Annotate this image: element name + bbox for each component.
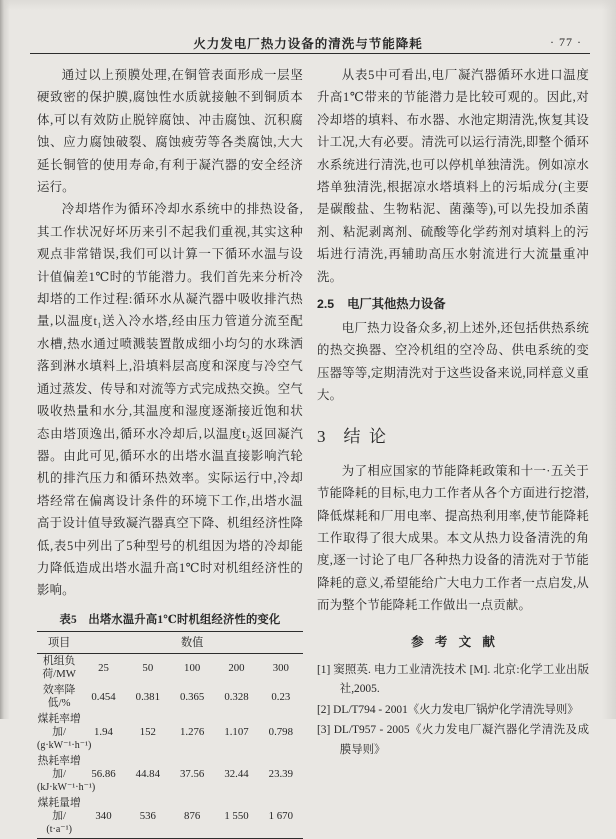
table-cell: 0.381 (135, 690, 160, 703)
table-cell: 23.39 (268, 768, 293, 781)
table-row (37, 712, 303, 754)
table-5 (37, 631, 303, 839)
row-label: 煤耗率增加/ (g·kW⁻¹·h⁻¹) (37, 713, 92, 752)
scan-edge-top (0, 0, 616, 10)
table-cell: 100 (184, 661, 201, 674)
reference-item: [2] DL/T794 - 2001《火力发电厂锅炉化学清洗导则》 (317, 703, 579, 716)
table-cell: 37.56 (180, 768, 205, 781)
page-number: · 77 · (550, 35, 582, 49)
table-cell: 44.84 (135, 768, 160, 781)
table-cell: 152 (139, 726, 156, 739)
table-header-row (37, 631, 303, 653)
row-label: 热耗率增加/ (kJ·kW⁻¹·h⁻¹) (37, 755, 96, 794)
table-cell: 1 670 (268, 810, 293, 823)
table-cell: 25 (98, 661, 109, 674)
scan-edge-left (0, 0, 10, 719)
table-cell: 0.454 (91, 690, 116, 703)
section-heading-2-5 (317, 294, 589, 312)
scan-edge-right (602, 0, 616, 719)
table-row (37, 754, 303, 796)
table-cell: 56.86 (91, 768, 116, 781)
row-label: 效率降低/% (42, 684, 76, 710)
paragraph-other-equipment: 电厂热力设备众多,初上述外,还包括供热系统的热交换器、空冷机组的空冷岛、供电系统的变压器等等,定期清洗对于这些设备来说,同样意义重大。 (317, 321, 589, 403)
running-header-title: 火力发电厂热力设备的清洗与节能降耗 (193, 37, 423, 51)
table-header-value: 数值 (81, 631, 303, 653)
table-cell: 1 550 (224, 810, 249, 823)
references-heading: 参考文献 (411, 634, 507, 649)
table-cell: 1.107 (224, 726, 249, 739)
header-rule (30, 53, 590, 54)
paragraph-cooling-tower: 冷却塔作为循环冷却水系统中的排热设备,其工作状况好坏历来引不起我们重视,其实这种观点非常错误,我们可以计算一下循环水温与设计值偏差1℃时的节能潜力。我们首先来分析冷却塔的工作过程:循环水从凝汽器中吸收排汽热量,以温度t₁送入冷水塔,经由压力管道分流至配水槽,热水通过喷溅装置散成细小均匀的水珠洒落到淋水填料上,沿填料层高度和深度与冷空气通过蒸发、传导和对流等方式完成热交换。空气吸收热量和水分,其温度和湿度逐渐接近饱和状态由塔顶逸出,循环水冷却后,以温度t₂返回凝汽器。由此可见,循环水的出塔水温直接影响汽轮机的排汽压力和循环热效率。实际运行中,冷却塔经常在偏离设计条件的环境下工作,出塔水温高于设计值导致凝汽器真空下降、机组经济性降低,表5中列出了5种型号的机组因为塔的冷却能力降低造成出塔水温升高1℃时对机组经济性的影响。 (37, 202, 303, 598)
table-cell: 300 (272, 661, 289, 674)
table-cell: 0.23 (271, 690, 291, 703)
section-number: 3 (317, 426, 326, 446)
table-row (37, 796, 303, 839)
table-cell: 1.276 (180, 726, 205, 739)
table-cell: 0.365 (180, 690, 205, 703)
section-title: 电厂其他热力设备 (347, 297, 446, 312)
right-column (317, 64, 589, 762)
table-row (37, 653, 303, 683)
section-number: 2.5 (317, 297, 335, 312)
table-cell: 50 (142, 661, 154, 674)
reference-item: [1] 窦照英. 电力工业清洗技术 [M]. 北京:化学工业出版社,2005. (317, 663, 589, 696)
table-cell: 0.328 (224, 690, 249, 703)
paragraph-conclusion: 为了相应国家的节能降耗政策和十一·五关于节能降耗的目标,电力工作者从各个方面进行挖潜,降低煤耗和厂用电率、提高热利用率,使节能降耗工作取得了很大成果。本文从热力设备清洗的角度,逐一讨论了电厂各种热力设备的清洗对于节能降耗的意义,希望能给广大电力工作者一点启发,从而为整个节能降耗工作做出一点贡献。 (317, 463, 589, 613)
table-header-item: 项目 (37, 631, 81, 653)
table-cell: 200 (228, 661, 245, 674)
table-cell: 340 (95, 810, 112, 823)
table-row (37, 683, 303, 712)
paragraph-prefilm: 通过以上预膜处理,在铜管表面形成一层坚硬致密的保护膜,腐蚀性水质就接触不到铜质本体,可以有效防止脱锌腐蚀、冲击腐蚀、沉积腐蚀、应力腐蚀破裂、腐蚀疲劳等各类腐蚀,大大延长铜管的使用寿命,有利于凝汽器的安全经济运行。 (37, 68, 303, 195)
row-label: 煤耗量增加/ (t·a⁻¹) (37, 797, 81, 836)
table-cell: 536 (139, 810, 156, 823)
table-cell: 32.44 (224, 768, 249, 781)
left-column (37, 64, 303, 839)
row-label: 机组负荷/MW (42, 655, 76, 681)
paragraph-table5-discussion: 从表5中可看出,电厂凝汽器循环水进口温度升高1℃带来的节能潜力是比较可观的。因此,对冷却塔的填料、布水器、水池定期清洗,恢复其设计工况,大有必要。清洗可以运行清洗,即整个循环水系统进行清洗,也可以停机单独清洗。例如凉水塔单独清洗,根据凉水塔填料上的污垢成分(主要是碳酸盐、生物粘泥、菌藻等),可以先投加杀菌剂、粘泥剥离剂、硫酸等化学药剂对填料上的污垢进行清洗,再辅助高压水射流进行大流量重冲洗。 (317, 68, 589, 284)
table-cell: 876 (184, 810, 201, 823)
reference-item: [3] DL/T957 - 2005《火力发电厂凝汽器化学清洗及成膜导则》 (317, 724, 589, 756)
section-heading-conclusion (317, 422, 589, 447)
table-caption: 表5 出塔水温升高1℃时机组经济性的变化 (59, 613, 281, 626)
section-title: 结论 (343, 426, 395, 446)
table-cell: 1.94 (94, 726, 113, 739)
table-cell: 0.798 (268, 726, 293, 739)
